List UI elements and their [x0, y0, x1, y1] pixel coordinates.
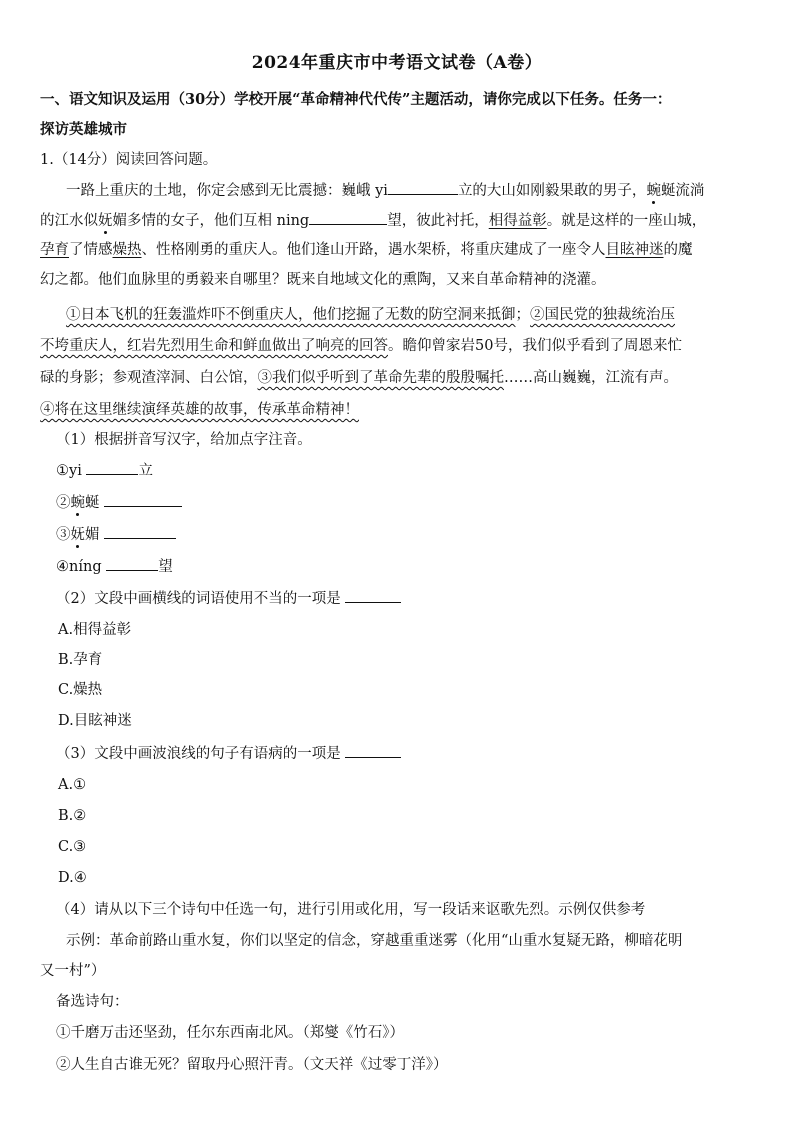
item-number: ② [56, 495, 71, 511]
option-b[interactable]: B.② [58, 808, 87, 824]
item-suffix: 立 [138, 463, 153, 479]
option-c[interactable]: C.燥热 [58, 682, 103, 698]
subquestion-prompt [56, 588, 776, 609]
passage-text: 一路上重庆的土地，你定会感到无比震撼：巍峨 yi [66, 183, 388, 199]
passage-line [40, 336, 760, 356]
prompt-text: （2）文段中画横线的词语使用不当的一项是 [56, 591, 341, 607]
item-number: ①yi [56, 463, 82, 479]
answer-blank[interactable] [86, 460, 138, 475]
dotted-char: 蜿 [646, 183, 661, 199]
subquestion-item: ③妩媚 [56, 524, 776, 545]
item-suffix: 望 [158, 559, 173, 575]
section-heading: 一、语文知识及运用（30分）学校开展“革命精神代代传”主题活动，请你完成以下任务。任务一： [40, 91, 672, 108]
passage-line [66, 305, 760, 325]
underlined-word: 孕育 [40, 242, 69, 258]
example-text: 示例：革命前路山重水复，你们以坚定的信念，穿越重重迷雾（化用“山重水复疑无路，柳暗花明 [66, 933, 683, 949]
option-b[interactable]: B.孕育 [58, 652, 103, 668]
passage-line [40, 240, 760, 260]
answer-blank[interactable] [345, 588, 401, 603]
passage-text: 碌的身影；参观渣滓洞、白公馆， [40, 370, 258, 386]
passage-text: 蜒流淌 [660, 183, 705, 199]
passage-text: 、性格刚勇的重庆人。他们逢山开路，遇水架桥，将重庆建成了一座令人 [141, 242, 606, 258]
passage-line [66, 180, 760, 201]
wavy-sentence: ①日本飞机的狂轰滥炸吓不倒重庆人，他们挖掘了无数的防空洞来抵御 [66, 307, 516, 323]
passage-text: 望，彼此衬托， [387, 213, 489, 229]
option-d[interactable]: D.④ [58, 870, 87, 886]
section-heading-cont: 探访英雄城市 [40, 121, 127, 138]
dotted-char: 蜿 [70, 495, 85, 511]
wavy-sentence: 不垮重庆人，红岩先烈用生命和鲜血做出了响亮的回答 [40, 338, 388, 354]
passage-text: 的魔 [663, 242, 693, 258]
wavy-sentence: ④将在这里继续演绎英雄的故事，传承革命精神！ [40, 402, 359, 418]
underlined-word: 相得益彰 [488, 213, 547, 229]
item-number: ③ [56, 527, 71, 543]
passage-text: ……高山巍巍，江流有声。 [504, 370, 678, 386]
poem-choice: ②人生自古谁无死？留取丹心照汗青。（文天祥《过零丁洋》） [56, 1057, 448, 1073]
answer-blank[interactable] [104, 524, 176, 539]
answer-blank[interactable] [104, 492, 182, 507]
item-number: ④níng [56, 559, 102, 575]
subquestion-prompt: （1）根据拼音写汉字，给加点字注音。 [56, 432, 312, 448]
answer-blank[interactable] [309, 210, 387, 225]
option-c[interactable]: C.③ [58, 839, 87, 855]
subquestion-item [56, 556, 776, 577]
passage-line [40, 368, 760, 388]
example-text-cont: 又一村”） [40, 963, 106, 979]
passage-line: 幻之都。他们血脉里的勇毅来自哪里？既来自地域文化的熏陶，又来自革命精神的浇灌。 [40, 272, 606, 288]
subquestion-prompt [56, 743, 776, 764]
option-a[interactable]: A.① [58, 777, 87, 793]
subquestion-prompt: （4）请从以下三个诗句中任选一句，进行引用或化用，写一段话来讴歌先烈。示例仅供参考 [56, 902, 646, 918]
passage-text: 立的大山如刚毅果敢的男子， [457, 183, 647, 199]
prompt-text: （3）文段中画波浪线的句子有语病的一项是 [56, 746, 341, 762]
poem-choice: ①千磨万击还坚劲，任尔东西南北风。（郑燮《竹石》） [56, 1025, 404, 1041]
passage-text: 。就是这样的一座山城， [546, 213, 707, 229]
dotted-char: 妩 [98, 213, 113, 229]
underlined-word: 燥热 [112, 242, 142, 258]
dotted-char: 妩 [70, 527, 85, 543]
page-title: 2024年重庆市中考语文试卷（A卷） [251, 53, 543, 73]
subquestion-item [56, 460, 776, 481]
wavy-sentence: ②国民党的独裁统治压 [530, 307, 675, 323]
choices-label: 备选诗句： [56, 994, 129, 1010]
passage-line [40, 400, 760, 420]
passage-text: ； [515, 307, 530, 323]
passage-text: 媚多情的女子，他们互相 ning [112, 213, 310, 229]
answer-blank[interactable] [388, 180, 458, 195]
passage-text: 的江水似 [40, 213, 98, 229]
question-label: 1.（14分）阅读回答问题。 [40, 152, 218, 168]
passage-text: 了情感 [69, 242, 113, 258]
passage-text: 。瞻仰曾家岩50号，我们似乎看到了周恩来忙 [388, 338, 682, 354]
answer-blank[interactable] [106, 556, 158, 571]
wavy-sentence: ③我们似乎听到了革命先辈的殷殷嘱托 [257, 370, 504, 386]
subquestion-item: ②蜿蜒 [56, 492, 776, 513]
answer-blank[interactable] [345, 743, 401, 758]
underlined-word: 目眩神迷 [605, 242, 664, 258]
option-d[interactable]: D.目眩神迷 [58, 713, 132, 729]
option-a[interactable]: A.相得益彰 [58, 622, 132, 638]
passage-line [40, 210, 760, 231]
